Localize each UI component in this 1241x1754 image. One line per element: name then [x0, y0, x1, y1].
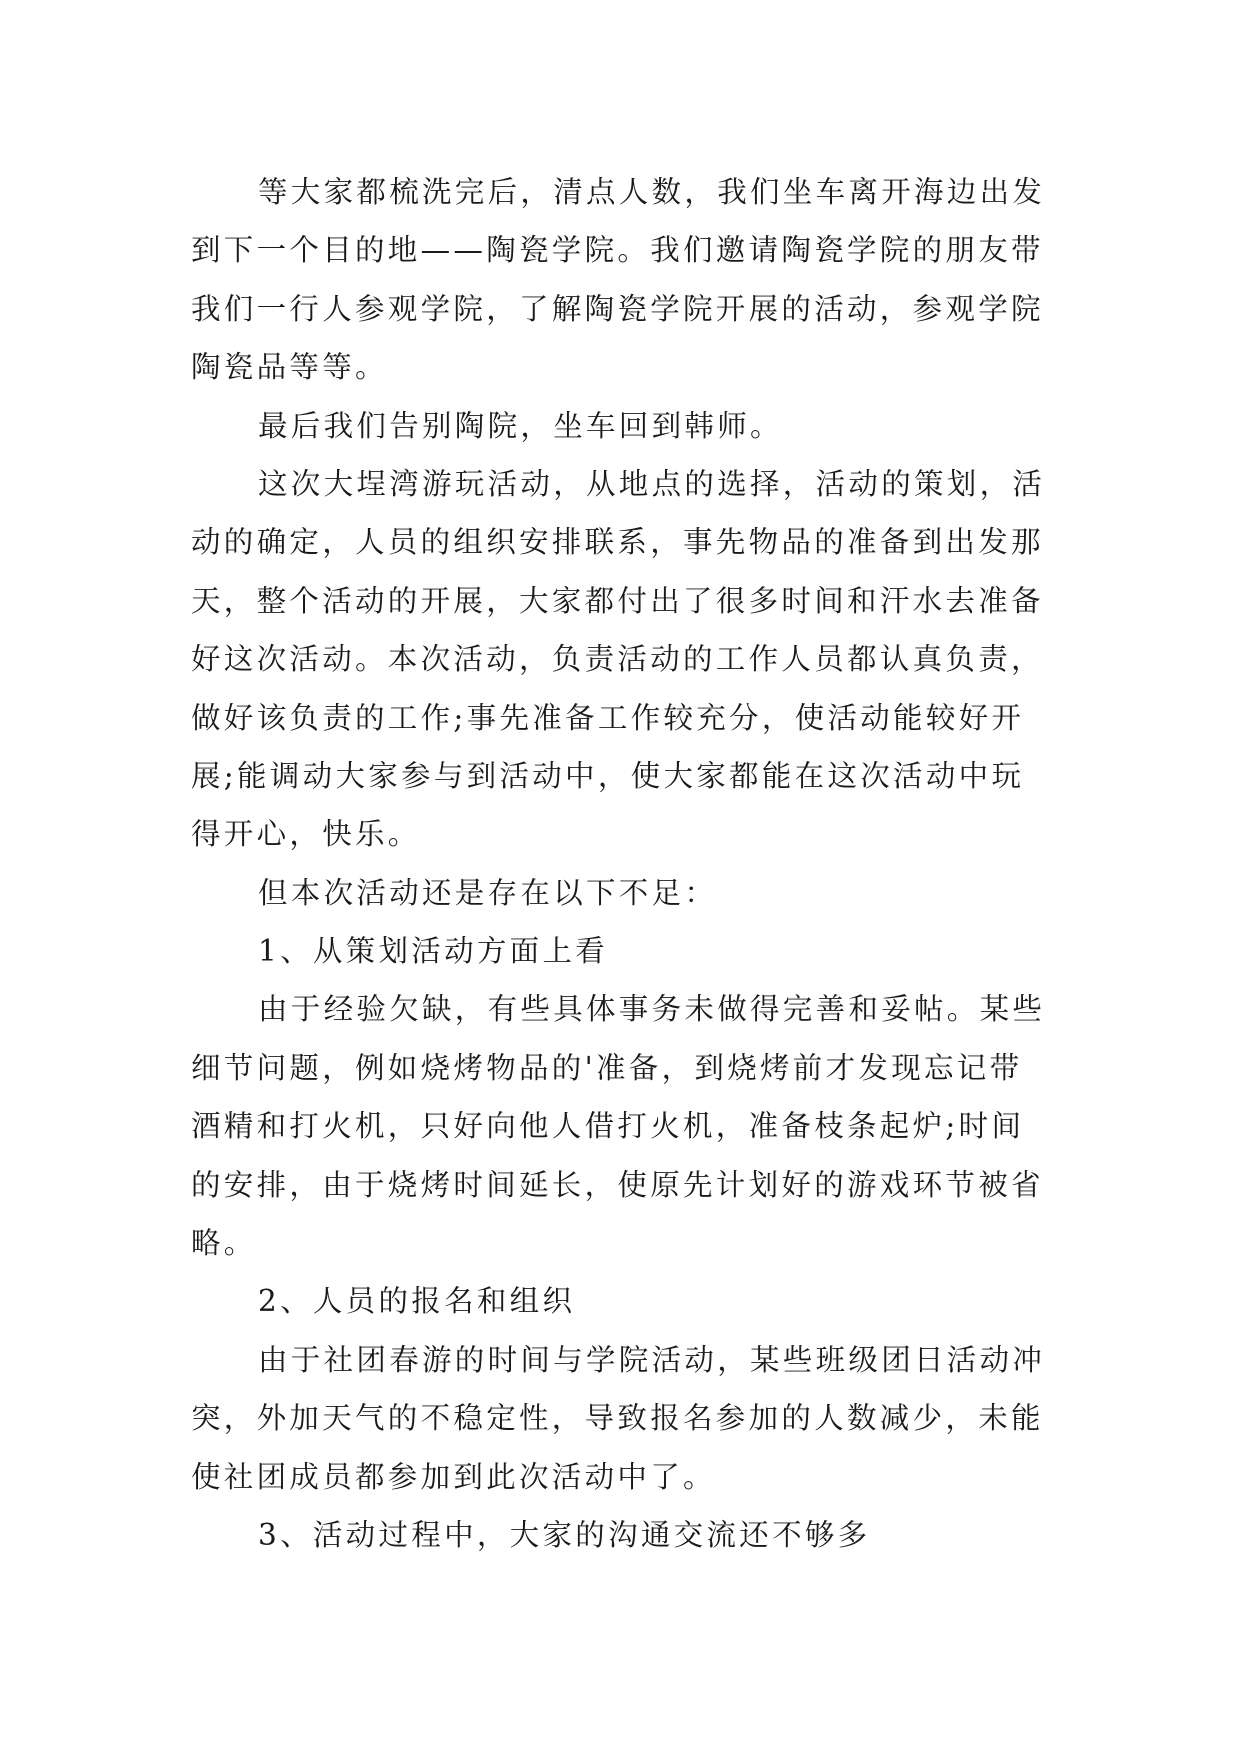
text-line: 做好该负责的工作;事先准备工作较充分，使活动能较好开 — [191, 700, 1025, 735]
section-heading — [191, 922, 1051, 980]
text-line: 使社团成员都参加到此次活动中了。 — [191, 1459, 716, 1494]
text-line: 的安排，由于烧烤时间延长，使原先计划好的游戏环节被省 — [191, 1167, 1044, 1202]
text-line: 1、从策划活动方面上看 — [258, 934, 609, 969]
paragraph — [191, 163, 1051, 397]
document-body — [191, 163, 1051, 1564]
text-line: 到下一个目的地——陶瓷学院。我们邀请陶瓷学院的朋友带 — [191, 233, 1044, 268]
text-line: 略。 — [191, 1226, 257, 1261]
paragraph — [191, 980, 1051, 1272]
text-line: 由于经验欠缺，有些具体事务未做得完善和妥帖。某些 — [258, 992, 1046, 1027]
paragraph — [191, 864, 1051, 922]
section-heading — [191, 1506, 1051, 1564]
text-line: 好这次活动。本次活动，负责活动的工作人员都认真负责， — [191, 642, 1044, 677]
paragraph — [191, 455, 1051, 864]
text-line: 2、人员的报名和组织 — [258, 1284, 576, 1319]
section-heading — [191, 1272, 1051, 1330]
text-line: 3、活动过程中，大家的沟通交流还不够多 — [258, 1517, 871, 1552]
text-line: 酒精和打火机，只好向他人借打火机，准备枝条起炉;时间 — [191, 1109, 1025, 1144]
text-line: 得开心，快乐。 — [191, 817, 421, 852]
text-line: 最后我们告别陶院，坐车回到韩师。 — [258, 408, 783, 443]
text-line: 但本次活动还是存在以下不足： — [258, 875, 718, 910]
paragraph — [191, 397, 1051, 455]
text-line: 展;能调动大家参与到活动中，使大家都能在这次活动中玩 — [191, 758, 1025, 793]
text-line: 等大家都梳洗完后，清点人数，我们坐车离开海边出发 — [258, 175, 1046, 209]
text-line: 天，整个活动的开展，大家都付出了很多时间和汗水去准备 — [191, 583, 1044, 618]
paragraph — [191, 1331, 1051, 1506]
text-line: 突，外加天气的不稳定性，导致报名参加的人数减少，未能 — [191, 1401, 1044, 1436]
text-line: 我们一行人参观学院，了解陶瓷学院开展的活动，参观学院 — [191, 291, 1044, 326]
text-line: 这次大埕湾游玩活动，从地点的选择，活动的策划，活 — [258, 466, 1046, 501]
text-line: 细节问题，例如烧烤物品的'准备，到烧烤前才发现忘记带 — [191, 1050, 1023, 1085]
text-line: 陶瓷品等等。 — [191, 350, 388, 385]
text-line: 由于社团春游的时间与学院活动，某些班级团日活动冲 — [258, 1342, 1046, 1377]
text-line: 动的确定，人员的组织安排联系，事先物品的准备到出发那 — [191, 525, 1044, 560]
